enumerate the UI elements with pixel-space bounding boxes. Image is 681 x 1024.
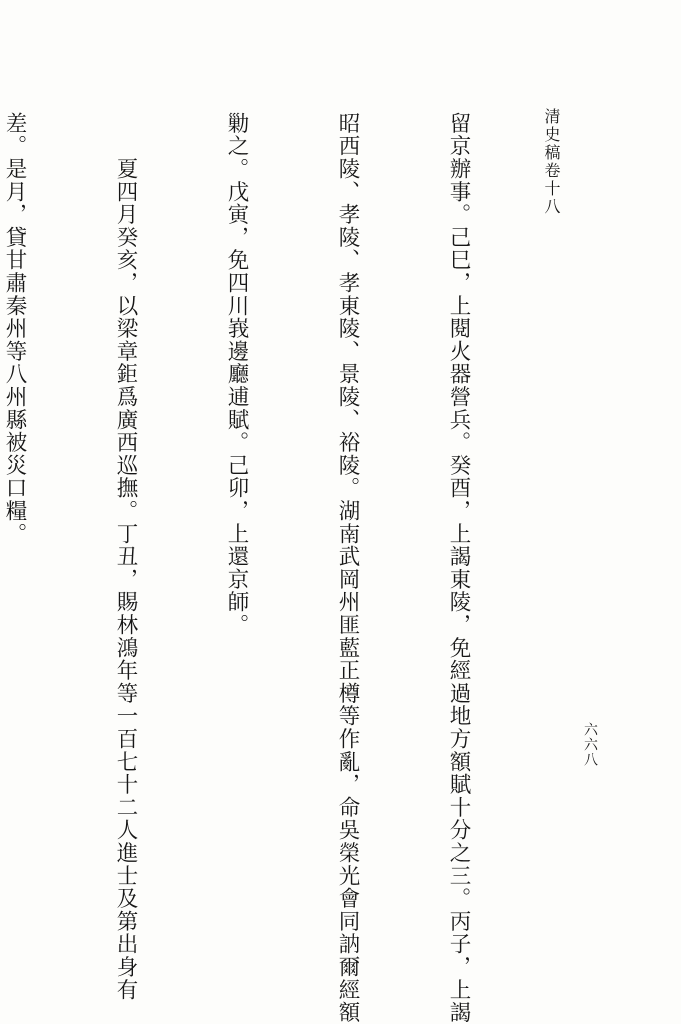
text-column: 留京辦事。己巳，上閱火器營兵。癸酉，上謁東陵，免經過地方額賦十分之三。丙子，上謁 — [446, 112, 471, 1024]
text-column: 勦之。戊寅，免四川峩邊廳逋賦。己卯，上還京師。 — [224, 112, 249, 637]
text-column: 夏四月癸亥，以梁章鉅爲廣西巡撫。丁丑，賜林鴻年等一百七十二人進士及第出身有 — [113, 112, 138, 1002]
page-number: 六六八 — [582, 722, 598, 767]
text-column: 昭西陵、孝陵、孝東陵、景陵、裕陵。湖南武岡州匪藍正樽等作亂，命吳榮光會同訥爾經額 — [335, 112, 360, 1024]
body-text — [0, 112, 551, 1024]
running-header: 清史稿卷十八 — [542, 108, 561, 216]
text-column: 差。是月，貸甘肅秦州等八州縣被災口糧。 — [2, 112, 27, 546]
